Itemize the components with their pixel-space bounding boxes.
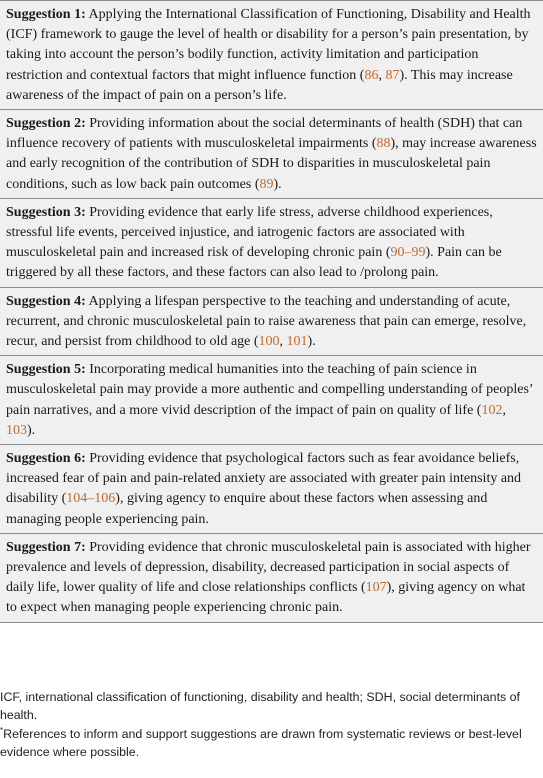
reference-separator: ,: [279, 334, 287, 350]
reference-separator: ,: [378, 67, 386, 83]
suggestion-text: Applying the International Classification of Functioning, Disability and Health (ICF) framework to gauge the level of health or disability for a person’s pain presentation, by taking into account the person’s bodily function, activity limitation and participation restriction and contextual factors that might influence function (: [6, 7, 531, 83]
suggestion-row-6: [0, 444, 543, 533]
suggestion-text: Providing information about the social determinants of health (SDH) that can influence recovery of patients with musculoskeletal impairments (: [6, 116, 523, 152]
reference-link[interactable]: 107: [365, 580, 387, 596]
suggestion-label: Suggestion 5:: [6, 362, 86, 378]
reference-link[interactable]: 89: [259, 176, 274, 192]
references-footnote: [0, 726, 543, 761]
suggestion-text: Incorporating medical humanities into the teaching of pain science in musculoskeletal pain may provide a more authentic and compelling understanding of peoples’ pain narratives, and a more vivid description of the impact of pain on quality of life (: [6, 362, 533, 418]
footnote-marker: *: [0, 725, 4, 735]
suggestion-text: ), giving agency to enquire about these factors when assessing and managing people experiencing pain.: [6, 491, 488, 527]
references-footnote-text: References to inform and support suggestions are drawn from systematic reviews or best-level evidence where possible.: [0, 727, 522, 759]
reference-link[interactable]: 87: [385, 67, 400, 83]
reference-link[interactable]: 103: [6, 422, 27, 438]
suggestion-row-3: [0, 198, 543, 287]
suggestion-text: ), may increase awareness and early recognition of the contribution of SDH to disparities in musculoskeletal pain conditions, such as low back pain outcomes (: [6, 136, 537, 192]
reference-link[interactable]: 104–106: [66, 491, 116, 507]
suggestion-text: Providing evidence that psychological factors such as fear avoidance beliefs, increased fear of pain and pain-related anxiety are associated with greater pain intensity and disability (: [6, 451, 522, 507]
suggestion-text: ). This may increase awareness of the impact of pain on a person’s life.: [6, 67, 513, 103]
suggestion-label: Suggestion 2:: [6, 116, 86, 132]
reference-link[interactable]: 88: [376, 136, 391, 152]
reference-link[interactable]: 86: [364, 67, 379, 83]
suggestion-text: ).: [307, 334, 316, 350]
reference-link[interactable]: 101: [286, 334, 308, 350]
suggestion-label: Suggestion 3:: [6, 204, 86, 220]
suggestion-text: ).: [27, 422, 36, 438]
abbreviations-footnote: ICF, international classification of functioning, disability and health; SDH, social determinants of health.: [0, 690, 520, 722]
suggestion-row-2: [0, 109, 543, 198]
suggestion-text: Providing evidence that chronic musculoskeletal pain is associated with higher prevalence and levels of depression, disability, decreased participation in social aspects of daily life, lower quality of life and close relationships conflicts (: [6, 539, 531, 596]
suggestion-label: Suggestion 4:: [6, 293, 86, 309]
suggestion-text: Providing evidence that early life stress, adverse childhood experiences, stressful life events, perceived injustice, and iatrogenic factors are associated with musculoskeletal pain and increased risk of developing chronic pain (: [6, 204, 493, 261]
suggestion-text: ). Pain can be triggered by all these factors, and these factors can also lead to /prolong pain.: [6, 245, 502, 281]
suggestion-row-5: [0, 355, 543, 444]
suggestion-label: Suggestion 7:: [6, 539, 86, 555]
suggestion-text: Applying a lifespan perspective to the teaching and understanding of acute, recurrent, and chronic musculoskeletal pain to raise awareness that pain can emerge, resolve, recur, and persist from childhood to old age (: [6, 293, 527, 350]
table-footnotes: [0, 689, 543, 763]
reference-link[interactable]: 90–99: [390, 245, 426, 261]
reference-link[interactable]: 102: [481, 402, 503, 418]
suggestion-text: ).: [273, 176, 282, 192]
suggestion-label: Suggestion 6:: [6, 451, 86, 467]
suggestion-row-1: [0, 0, 543, 109]
suggestion-label: Suggestion 1:: [6, 7, 86, 22]
reference-link[interactable]: 100: [258, 334, 280, 350]
reference-separator: ,: [502, 402, 506, 418]
suggestion-row-7: [0, 533, 543, 623]
suggestion-text: ), giving agency on what to expect when managing people experiencing chronic pain.: [6, 580, 526, 616]
suggestion-row-4: [0, 287, 543, 356]
